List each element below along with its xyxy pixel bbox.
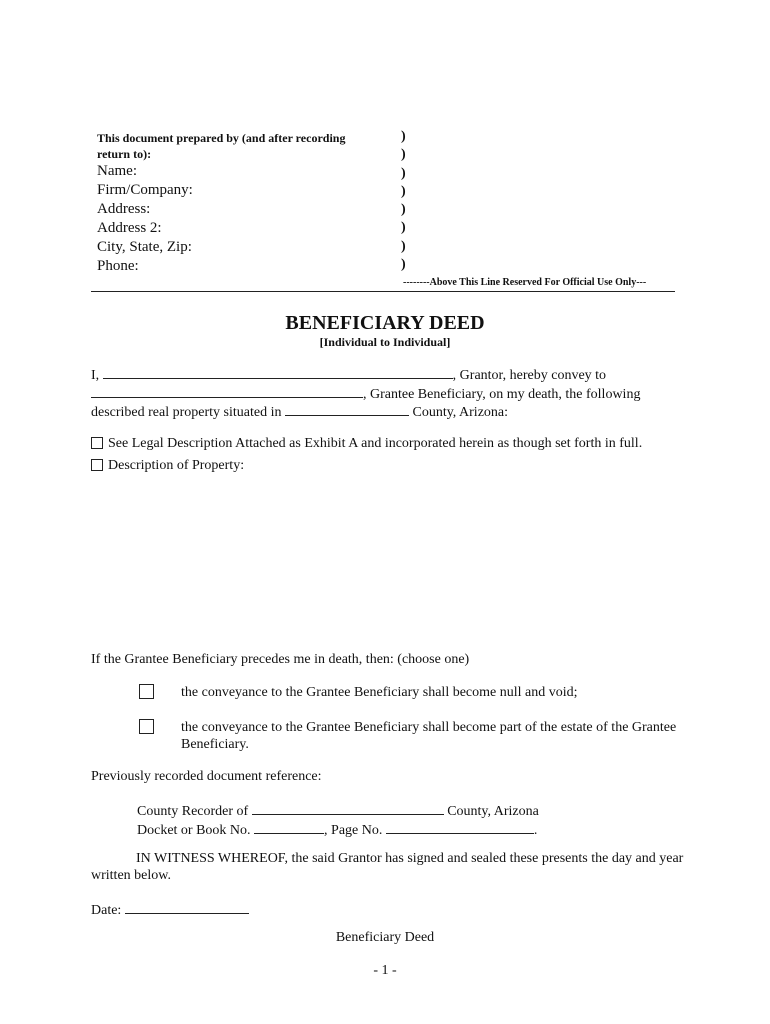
paren: ) bbox=[401, 257, 406, 273]
paren: ) bbox=[401, 183, 406, 199]
preparer-heading bbox=[97, 130, 345, 162]
firm-company-label: Firm/Company: bbox=[97, 182, 193, 198]
document-subtitle: [Individual to Individual] bbox=[319, 335, 451, 349]
estate-label-line2: Beneficiary. bbox=[181, 736, 249, 752]
preparer-heading-line2: return to): bbox=[97, 147, 152, 161]
paren: ) bbox=[401, 129, 406, 144]
paren: ) bbox=[401, 202, 406, 218]
official-use-divider bbox=[91, 291, 675, 292]
situated-prefix: described real property situated in bbox=[91, 405, 282, 420]
date-label: Date: bbox=[91, 903, 122, 918]
grantor-suffix: , Grantor, hereby convey to bbox=[452, 368, 607, 383]
reserved-note: --------Above This Line Reserved For Official Use Only--- bbox=[403, 277, 647, 288]
county-recorder-prefix: County Recorder of bbox=[137, 804, 249, 819]
witness-line2: written below. bbox=[91, 867, 171, 883]
witness-line1: IN WITNESS WHEREOF, the said Grantor has signed and sealed these presents the day and year bbox=[136, 851, 684, 866]
i-prefix: I, bbox=[91, 368, 100, 383]
page-number-field[interactable] bbox=[386, 821, 534, 834]
conveyance-line-1 bbox=[91, 366, 691, 385]
county-recorder-line bbox=[137, 802, 677, 821]
date-field[interactable] bbox=[125, 901, 249, 914]
footer-page-number: - 1 - bbox=[373, 963, 397, 978]
county-field[interactable] bbox=[285, 403, 409, 416]
page-prefix: , Page No. bbox=[324, 822, 383, 838]
paren: ) bbox=[401, 165, 406, 181]
preparer-heading-line1: This document prepared by (and after recording bbox=[97, 131, 346, 145]
docket-book-field[interactable] bbox=[254, 821, 324, 834]
end-period: . bbox=[533, 822, 538, 838]
phone-label: Phone: bbox=[97, 258, 139, 274]
estate-checkbox[interactable] bbox=[139, 719, 154, 734]
grantee-name-field[interactable] bbox=[91, 385, 363, 398]
null-void-checkbox[interactable] bbox=[139, 684, 154, 699]
paren: ) bbox=[401, 238, 406, 254]
legal-description-checkbox[interactable] bbox=[91, 437, 103, 449]
date-line bbox=[91, 901, 249, 920]
name-label: Name: bbox=[97, 163, 137, 179]
null-void-label: the conveyance to the Grantee Beneficiary shall become null and void; bbox=[181, 685, 578, 700]
county-recorder-suffix: County, Arizona bbox=[447, 804, 539, 819]
address2-label: Address 2: bbox=[97, 220, 162, 236]
description-checkbox[interactable] bbox=[91, 459, 103, 471]
grantor-name-field[interactable] bbox=[103, 366, 453, 379]
legal-description-label: See Legal Description Attached as Exhibit A and incorporated herein as though set forth in full. bbox=[108, 436, 643, 451]
docket-line bbox=[137, 821, 677, 840]
city-state-zip-label: City, State, Zip: bbox=[97, 239, 192, 255]
witness-paragraph bbox=[91, 851, 691, 884]
reference-fields bbox=[137, 802, 677, 839]
property-options bbox=[91, 436, 731, 474]
description-label: Description of Property: bbox=[108, 457, 245, 473]
docket-prefix: Docket or Book No. bbox=[137, 822, 251, 838]
conveyance-line-3 bbox=[91, 403, 691, 422]
parenthesis-column bbox=[401, 128, 406, 274]
reference-label: Previously recorded document reference: bbox=[91, 769, 322, 784]
document-title: BENEFICIARY DEED bbox=[285, 312, 485, 334]
legal-description-option bbox=[91, 436, 731, 453]
address-label: Address: bbox=[97, 201, 151, 217]
estate-label-line1: the conveyance to the Grantee Beneficiary shall become part of the estate of the Grantee bbox=[181, 720, 677, 735]
conveyance-line-2 bbox=[91, 385, 691, 404]
grantee-suffix: , Grantee Beneficiary, on my death, the following bbox=[363, 386, 641, 402]
preparer-fields bbox=[97, 162, 193, 276]
county-recorder-field[interactable] bbox=[252, 802, 444, 815]
footer-doc-name: Beneficiary Deed bbox=[335, 930, 435, 945]
description-option bbox=[91, 458, 731, 475]
predecease-intro: If the Grantee Beneficiary precedes me in death, then: (choose one) bbox=[91, 652, 470, 667]
estate-label bbox=[181, 720, 701, 753]
county-suffix: County, Arizona: bbox=[412, 405, 509, 420]
paren: ) bbox=[401, 147, 406, 163]
paren: ) bbox=[401, 220, 406, 236]
conveyance-paragraph bbox=[91, 366, 691, 422]
